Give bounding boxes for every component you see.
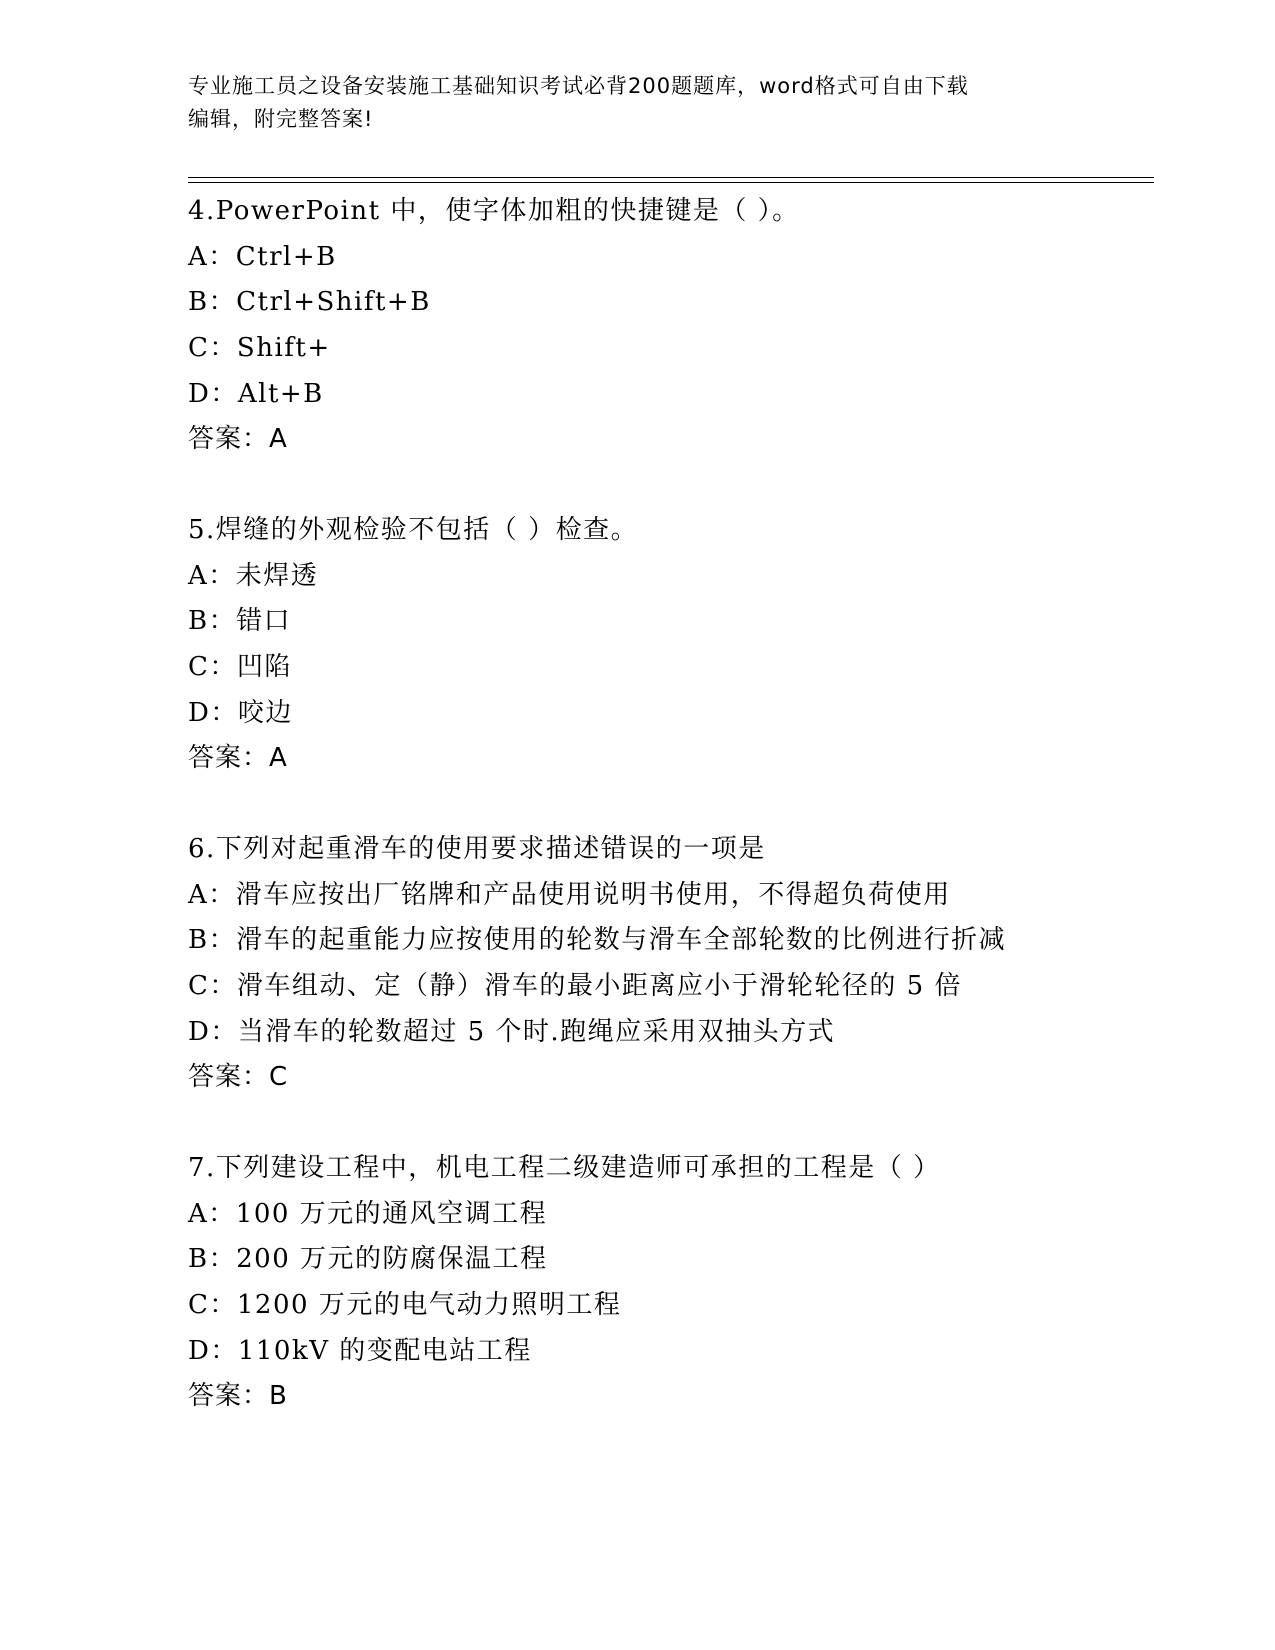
option-a: A：未焊透 bbox=[188, 560, 319, 591]
question-6 bbox=[188, 827, 1168, 1101]
answer: 答案：B bbox=[188, 1381, 288, 1412]
header-line-1: 专业施工员之设备安装施工基础知识考试必背200题题库，word格式可自由下载 bbox=[188, 74, 969, 98]
option-c: C：凹陷 bbox=[188, 652, 292, 683]
option-d: D：咬边 bbox=[188, 697, 293, 728]
question-4 bbox=[188, 189, 1168, 463]
answer: 答案：A bbox=[188, 743, 288, 774]
option-b: B：Ctrl+Shift+B bbox=[188, 287, 431, 318]
option-c: C：1200 万元的电气动力照明工程 bbox=[188, 1290, 622, 1321]
answer: 答案：A bbox=[188, 424, 288, 455]
option-c: C：Shift+ bbox=[188, 333, 331, 364]
header-line-2: 编辑，附完整答案! bbox=[188, 107, 374, 131]
option-a: A：Ctrl+B bbox=[188, 241, 337, 272]
option-b: B：错口 bbox=[188, 606, 292, 637]
question-stem: 4.PowerPoint 中，使字体加粗的快捷键是（ ）。 bbox=[188, 196, 800, 226]
question-stem: 5.焊缝的外观检验不包括（ ）检查。 bbox=[188, 515, 639, 545]
document-header bbox=[188, 70, 1088, 136]
question-stem: 6.下列对起重滑车的使用要求描述错误的一项是 bbox=[188, 834, 766, 864]
question-7 bbox=[188, 1146, 1168, 1420]
option-b: B：200 万元的防腐保温工程 bbox=[188, 1244, 548, 1275]
option-d: D：110kV 的变配电站工程 bbox=[188, 1335, 532, 1366]
option-d: D：当滑车的轮数超过 5 个时.跑绳应采用双抽头方式 bbox=[188, 1016, 836, 1047]
question-5 bbox=[188, 508, 1168, 782]
option-d: D：Alt+B bbox=[188, 378, 324, 409]
header-divider-top bbox=[188, 177, 1154, 178]
header-divider-bottom bbox=[188, 182, 1154, 183]
answer: 答案：C bbox=[188, 1062, 289, 1093]
option-b: B：滑车的起重能力应按使用的轮数与滑车全部轮数的比例进行折减 bbox=[188, 925, 1007, 956]
option-a: A：100 万元的通风空调工程 bbox=[188, 1198, 548, 1229]
option-a: A：滑车应按出厂铭牌和产品使用说明书使用，不得超负荷使用 bbox=[188, 879, 951, 910]
option-c: C：滑车组动、定（静）滑车的最小距离应小于滑轮轮径的 5 倍 bbox=[188, 971, 962, 1002]
question-stem: 7.下列建设工程中，机电工程二级建造师可承担的工程是（ ） bbox=[188, 1153, 941, 1183]
